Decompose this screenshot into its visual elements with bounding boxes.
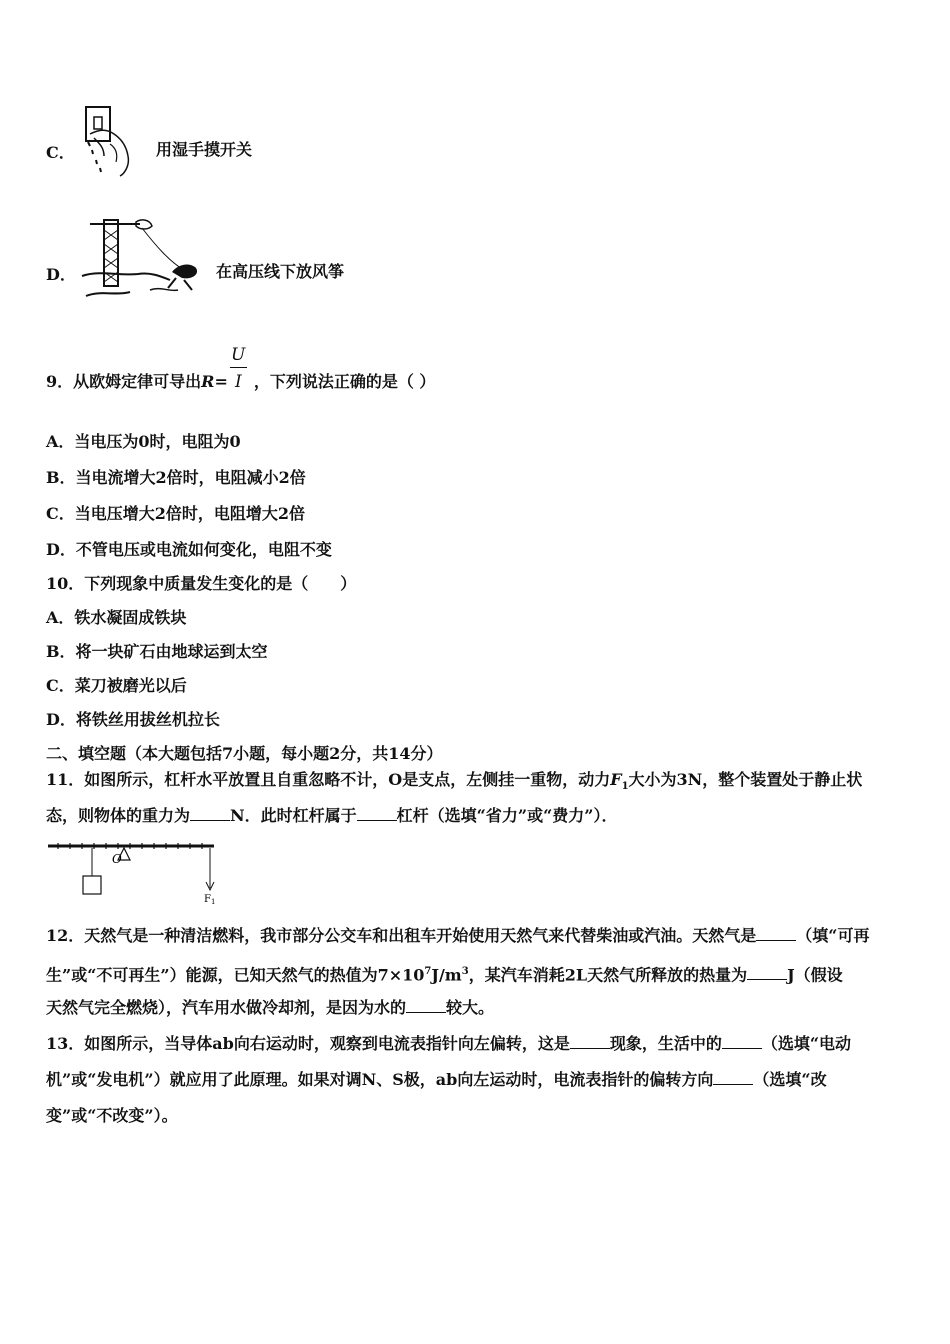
q13-l1b: 现象，生活中的 bbox=[609, 1034, 722, 1053]
q9-option-a: A．当电压为0时，电阻为0 bbox=[46, 432, 241, 451]
q12-l1a: 12．天然气是一种清洁燃料，我市部分公交车和出租车开始使用天然气来代替柴油或汽油。天然气是 bbox=[46, 926, 757, 945]
q12-l2c: ，某汽车消耗2L天然气所释放的热量为 bbox=[468, 965, 748, 985]
q13-line-2 bbox=[46, 1070, 827, 1090]
q9-option-c: C．当电压增大2倍时，电阻增大2倍 bbox=[46, 504, 306, 523]
answer-blank[interactable] bbox=[713, 1070, 753, 1085]
answer-blank[interactable] bbox=[406, 998, 446, 1013]
answer-blank[interactable] bbox=[756, 926, 796, 941]
q10-option-b: B．将一块矿石由地球运到太空 bbox=[46, 642, 268, 661]
answer-blank[interactable] bbox=[357, 806, 397, 821]
section-2-heading: 二、填空题（本大题包括7小题，每小题2分，共14分） bbox=[46, 744, 443, 763]
q11-f-sub: 1 bbox=[621, 781, 629, 793]
q12-l2a: 生”或“不可再生”）能源，已知天然气的热值为7×10 bbox=[46, 965, 425, 985]
option-d-text: 在高压线下放风筝 bbox=[216, 262, 345, 281]
q11-line-1 bbox=[46, 770, 862, 797]
force-label bbox=[204, 894, 215, 906]
q13-l2a: 机”或“发电机”）就应用了此原理。如果对调N、S极，ab向左运动时，电流表指针的偏转方向 bbox=[46, 1070, 714, 1089]
q10-option-a: A．铁水凝固成铁块 bbox=[46, 608, 187, 627]
lever-diagram bbox=[46, 838, 222, 908]
q11-l2a: 态，则物体的重力为 bbox=[46, 806, 191, 825]
q10-option-c: C．菜刀被磨光以后 bbox=[46, 676, 187, 695]
q12-line-1 bbox=[46, 926, 870, 946]
q9-formula-numerator: U bbox=[231, 345, 246, 365]
q11-l1b: 大小为3N，整个装置处于静止状 bbox=[628, 770, 863, 789]
fraction-bar bbox=[230, 367, 247, 368]
force-label-sub: 1 bbox=[210, 898, 216, 906]
answer-blank[interactable] bbox=[570, 1034, 610, 1049]
pivot-label: O bbox=[112, 852, 122, 866]
wet-hand-switch-illustration bbox=[80, 104, 144, 182]
q9-stem-a: 9．从欧姆定律可导出 bbox=[46, 372, 202, 391]
q11-l2b: N．此时杠杆属于 bbox=[230, 806, 357, 825]
q12-l3b: 较大。 bbox=[446, 998, 495, 1017]
answer-blank[interactable] bbox=[722, 1034, 762, 1049]
q11-l2c: 杠杆（选填“省力”或“费力”）． bbox=[396, 806, 618, 825]
q11-l1a: 11．如图所示，杠杆水平放置且自重忽略不计，O是支点，左侧挂一重物，动力 bbox=[46, 770, 611, 789]
q9-option-b: B．当电流增大2倍时，电阻减小2倍 bbox=[46, 468, 306, 487]
q9-stem-b: ，下列说法正确的是（ ） bbox=[253, 372, 436, 391]
q13-l1a: 13．如图所示，当导体ab向右运动时，观察到电流表指针向左偏转，这是 bbox=[46, 1034, 570, 1053]
q9-formula-lhs: R= bbox=[201, 372, 228, 391]
kite-under-power-line-illustration bbox=[80, 216, 212, 306]
q12-l2b: J/m bbox=[431, 965, 462, 985]
q10-option-d: D．将铁丝用拔丝机拉长 bbox=[46, 710, 220, 729]
q12-l3a: 天然气完全燃烧），汽车用水做冷却剂，是因为水的 bbox=[46, 998, 407, 1017]
q13-line-3: 变”或“不改变”）。 bbox=[46, 1106, 178, 1125]
q12-exp2: 3 bbox=[461, 966, 469, 977]
answer-blank[interactable] bbox=[747, 965, 787, 980]
q12-line-2 bbox=[46, 962, 843, 985]
option-c-label: C． bbox=[46, 143, 75, 162]
q12-exp: 7 bbox=[424, 966, 432, 977]
force-label-f: F bbox=[204, 894, 211, 905]
q13-line-1 bbox=[46, 1034, 851, 1054]
q11-line-2 bbox=[46, 806, 617, 826]
q9-formula-denominator: I bbox=[235, 372, 242, 392]
q13-l1c: （选填“电动 bbox=[761, 1034, 852, 1053]
q10-stem: 10．下列现象中质量发生变化的是（ ） bbox=[46, 574, 357, 593]
q13-l2b: （选填“改 bbox=[753, 1070, 827, 1089]
q11-f-symbol: F bbox=[610, 770, 622, 789]
answer-blank[interactable] bbox=[190, 806, 230, 821]
option-d-label: D． bbox=[46, 265, 76, 284]
option-c-text: 用湿手摸开关 bbox=[156, 140, 253, 159]
q9-option-d: D．不管电压或电流如何变化，电阻不变 bbox=[46, 540, 332, 559]
q12-line-3 bbox=[46, 998, 494, 1018]
q12-l2d: J（假设 bbox=[787, 965, 843, 985]
q12-l1b: （填“可再 bbox=[796, 926, 870, 945]
